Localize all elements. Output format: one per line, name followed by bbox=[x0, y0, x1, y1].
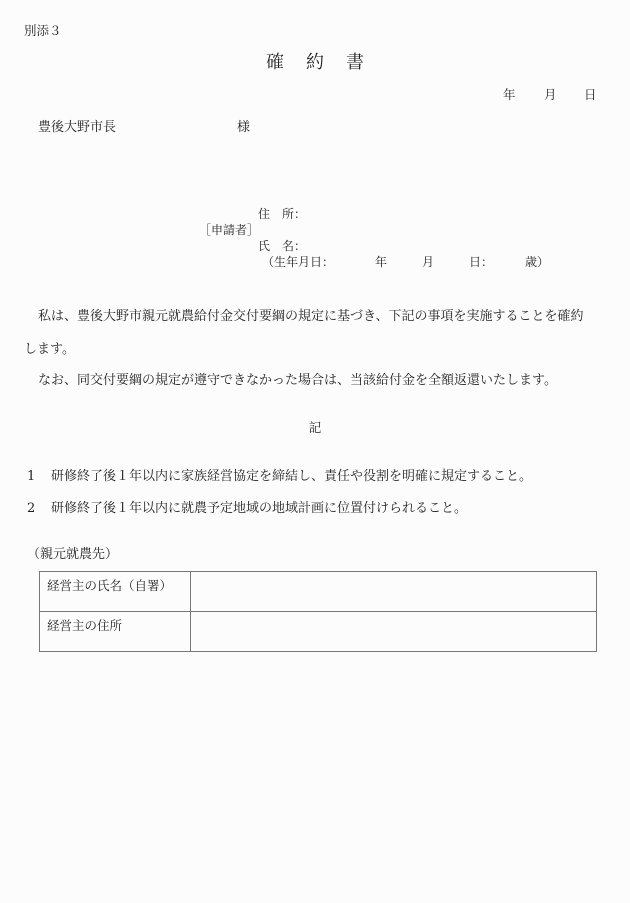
pledge-item bbox=[27, 470, 532, 483]
pledge-item bbox=[27, 502, 467, 515]
applicant-bracket-label: ［申請者］ bbox=[199, 223, 260, 237]
oyamoto-section-label: （親元就農先） bbox=[27, 547, 119, 562]
honorific: 様 bbox=[237, 120, 251, 135]
applicant-address-label: 住 所： bbox=[258, 207, 307, 221]
title-char: 確 bbox=[266, 52, 284, 73]
item-text: 研修終了後１年以内に家族経営協定を締結し、責任や役割を明確に規定すること。 bbox=[51, 469, 533, 484]
title-char: 書 bbox=[346, 52, 364, 73]
refund-paragraph: なお、同交付要綱の規定が遵守できなかった場合は、当該給付金を全額返還いたします。 bbox=[38, 373, 557, 388]
date-year-label: 年 bbox=[503, 87, 516, 102]
item-number: 1 bbox=[27, 469, 36, 484]
date-month-label: 月 bbox=[544, 87, 557, 102]
table-row bbox=[40, 572, 597, 612]
owner-address-field[interactable] bbox=[191, 612, 597, 652]
birthdate-label: （生年月日： bbox=[262, 255, 335, 269]
ki-heading: 記 bbox=[308, 420, 322, 435]
birth-month-label: 月 bbox=[422, 255, 435, 269]
oyamoto-table bbox=[39, 571, 597, 652]
document-title bbox=[0, 54, 630, 72]
owner-address-label: 経営主の住所 bbox=[40, 612, 191, 652]
applicant-name-label: 氏 名： bbox=[258, 239, 307, 253]
attachment-label: 別添３ bbox=[24, 23, 62, 38]
date-day-label: 日 bbox=[584, 87, 597, 102]
item-text: 研修終了後１年以内に就農予定地域の地域計画に位置付けられること。 bbox=[51, 501, 468, 516]
birth-day-label: 日： bbox=[469, 255, 494, 269]
title-char: 約 bbox=[306, 52, 324, 73]
pledge-paragraph-line2: します。 bbox=[24, 342, 75, 357]
pledge-paragraph-line1: 私は、豊後大野市親元就農給付金交付要綱の規定に基づき、下記の事項を実施することを確約 bbox=[38, 309, 584, 324]
item-number: 2 bbox=[27, 501, 36, 516]
owner-name-field[interactable] bbox=[191, 572, 597, 612]
addressee: 豊後大野市長 bbox=[38, 120, 117, 135]
owner-name-label: 経営主の氏名（自署） bbox=[40, 572, 191, 612]
age-label: 歳） bbox=[525, 255, 550, 269]
birth-year-label: 年 bbox=[375, 255, 388, 269]
table-row bbox=[40, 612, 597, 652]
